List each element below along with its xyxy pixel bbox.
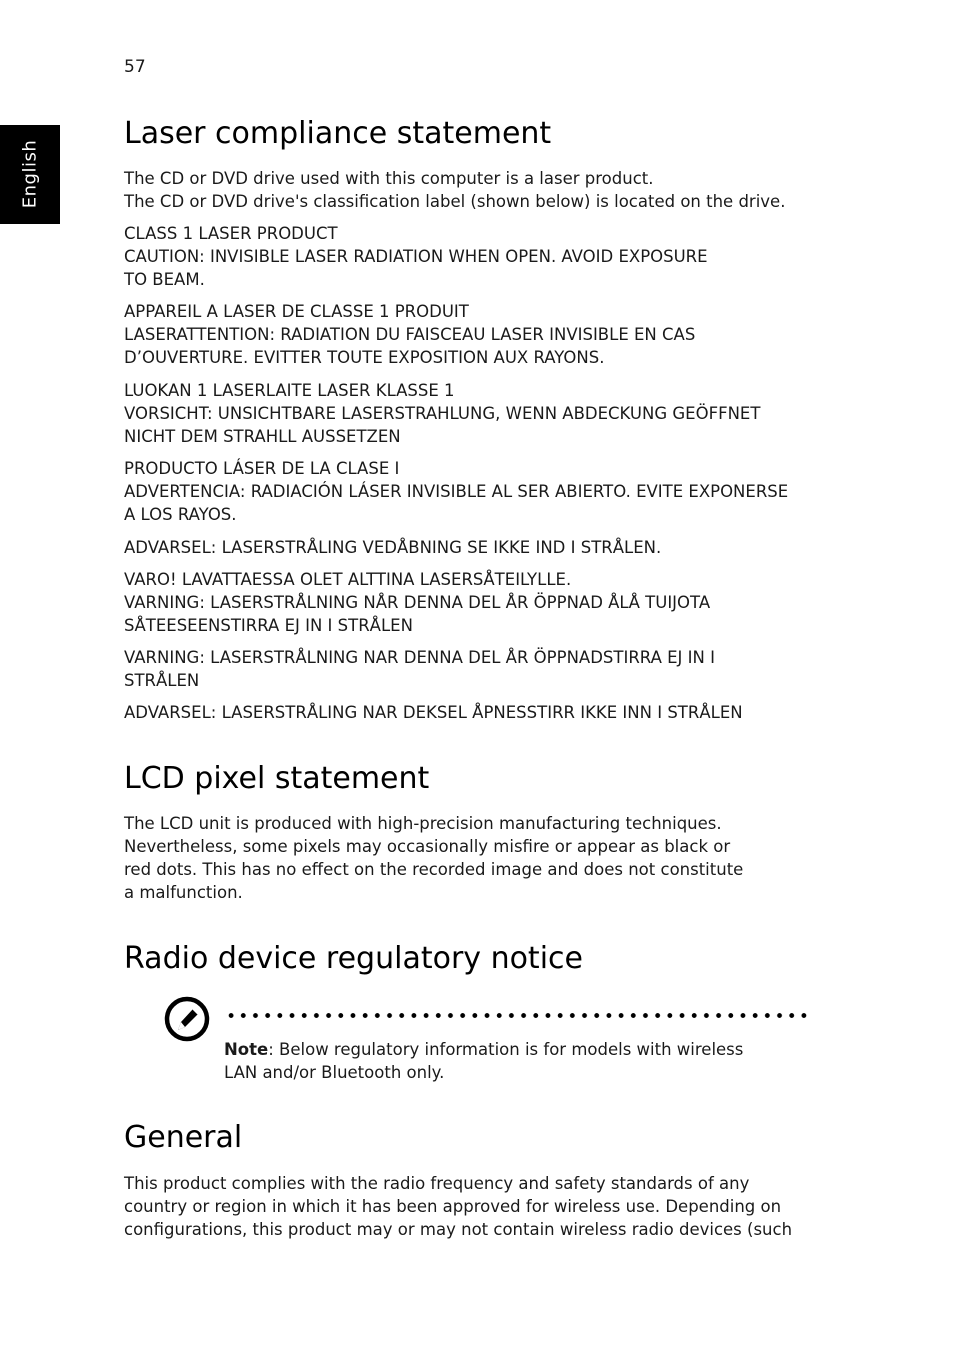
laser-paragraph: The CD or DVD drive used with this computer is a laser product. The CD or DVD drive's classification label (shown below) is located on the drive. [124,169,786,211]
note-label: Note [224,1040,269,1059]
general-heading: General [124,1120,243,1155]
lcd-paragraph: The LCD unit is produced with high-precision manufacturing techniques. Nevertheless, some pixels may occasionally misfire or appear as black or red dots. This has no effect on the recorded image and does not constitute a malfunction. [124,814,744,902]
laser-paragraph: VARO! LAVATTAESSA OLET ALTTINA LASERSÅTEILYLLE. VARNING: LASERSTRÅLNING NÅR DENNA DEL ÅR ÖPPNAD ÅLÅ TUIJOTA SÅTEESEENSTIRRA EJ IN I STRÅLEN [124,570,711,635]
radio-notice-heading: Radio device regulatory notice [124,941,583,976]
laser-paragraph: VARNING: LASERSTRÅLNING NAR DENNA DEL ÅR ÖPPNADSTIRRA EJ IN I STRÅLEN [124,648,715,690]
lcd-pixel-heading: LCD pixel statement [124,761,430,796]
laser-paragraph: CLASS 1 LASER PRODUCT CAUTION: INVISIBLE LASER RADIATION WHEN OPEN. AVOID EXPOSURE TO BEAM. [124,224,708,289]
note-text: Note: Below regulatory information is for models with wireless LAN and/or Bluetooth only. [224,1040,744,1082]
note-dotted-divider [225,1013,810,1018]
side-tab-label: English [19,139,41,209]
general-paragraph: This product complies with the radio frequency and safety standards of any country or region in which it has been approved for wireless use. Depending on configurations, this product may or may not contain wireless radio devices (such [124,1174,793,1239]
note-pencil-icon [164,996,210,1042]
laser-compliance-heading: Laser compliance statement [124,116,552,151]
laser-paragraph: ADVARSEL: LASERSTRÅLING VEDÅBNING SE IKKE IND I STRÅLEN. [124,538,662,557]
laser-paragraph: APPAREIL A LASER DE CLASSE 1 PRODUIT LASERATTENTION: RADIATION DU FAISCEAU LASER INVISIBLE EN CAS D’OUVERTURE. EVITTER TOUTE EXPOSITION AUX RAYONS. [124,302,696,367]
page-number: 57 [124,57,146,77]
language-side-tab [0,125,60,224]
laser-paragraph: PRODUCTO LÁSER DE LA CLASE I ADVERTENCIA: RADIACIÓN LÁSER INVISIBLE AL SER ABIERTO. EVITE EXPONERSE A LOS RAYOS. [124,459,789,524]
laser-paragraph: ADVARSEL: LASERSTRÅLING NAR DEKSEL ÅPNESSTIRR IKKE INN I STRÅLEN [124,703,743,722]
laser-paragraph: LUOKAN 1 LASERLAITE LASER KLASSE 1 VORSICHT: UNSICHTBARE LASERSTRAHLUNG, WENN ABDECKUNG GEÖFFNET NICHT DEM STRAHLL AUSSETZEN [124,381,761,446]
